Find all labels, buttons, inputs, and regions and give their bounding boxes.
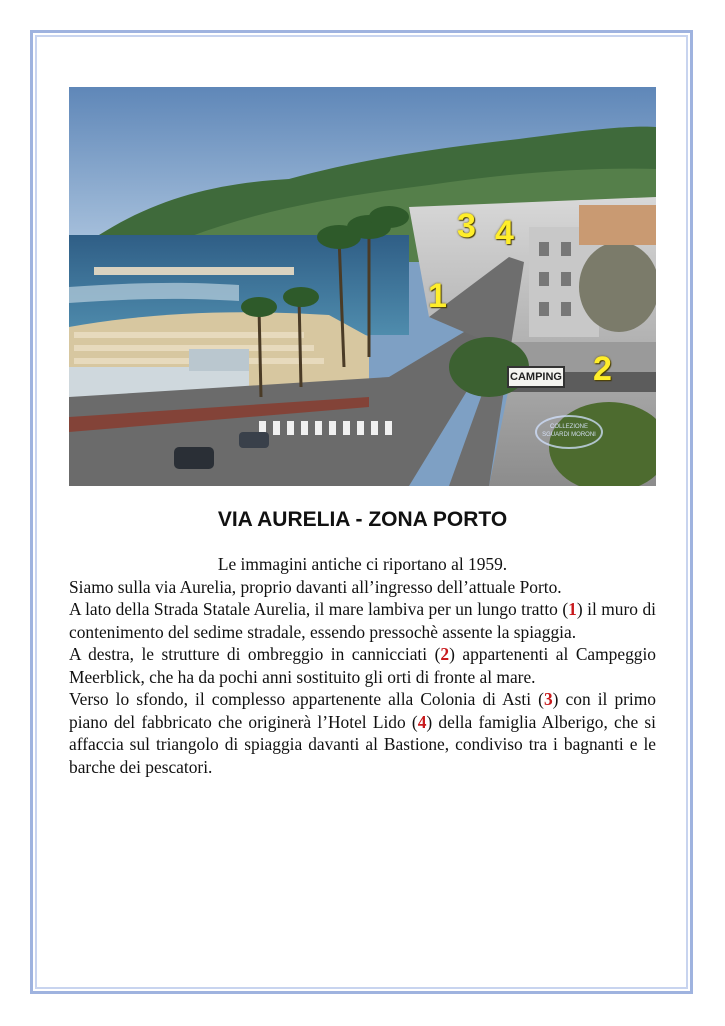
paragraph-4-text-a: Verso lo sfondo, il complesso appartenente alla Colonia di Asti ( — [69, 689, 544, 709]
collection-stamp: COLLEZIONE SGUARDI MORONI — [535, 415, 603, 449]
reference-3: 3 — [543, 689, 553, 709]
marker-4: 4 — [495, 214, 514, 252]
reference-4: 4 — [417, 711, 427, 732]
intro-line: Le immagini antiche ci riportano al 1959. — [217, 554, 508, 574]
marker-2: 2 — [593, 350, 612, 388]
paragraph-2 — [69, 598, 656, 643]
marker-1: 1 — [428, 277, 447, 315]
paragraph-3-text-a: A destra, le strutture di ombreggio in cannicciati ( — [69, 644, 441, 664]
paragraph-1: Siamo sulla via Aurelia, proprio davanti all’ingresso dell’attuale Porto. — [69, 576, 562, 597]
page-title: VIA AURELIA - ZONA PORTO — [217, 508, 508, 531]
paragraph-3 — [69, 643, 656, 688]
reference-2: 2 — [440, 644, 450, 664]
marker-3: 3 — [457, 207, 476, 245]
paragraph-2-text-b: ) il muro di contenimento del sedime stradale, essendo pressochè assente la spiaggia. — [69, 599, 656, 642]
paragraph-4-text-c: ) della famiglia Alberigo, che si affaccia sul triangolo di spiaggia davanti al Bastione, condiviso tra i bagnanti e le barche dei pescatori. — [69, 711, 656, 777]
paragraph-4 — [69, 688, 656, 778]
camping-sign: CAMPING — [507, 366, 565, 388]
reference-1: 1 — [568, 599, 577, 619]
paragraph-3-text-b: ) appartenenti al Campeggio Meerblick, che ha da pochi anni sostituito gli orti di fronte al mare. — [69, 644, 656, 687]
paragraph-2-text-a: A lato della Strada Statale Aurelia, il mare lambiva per un lungo tratto ( — [69, 599, 569, 619]
paragraph-4-text-b: ) con il primo piano del fabbricato che originerà l’Hotel Lido ( — [69, 689, 656, 732]
article-body — [69, 553, 656, 778]
